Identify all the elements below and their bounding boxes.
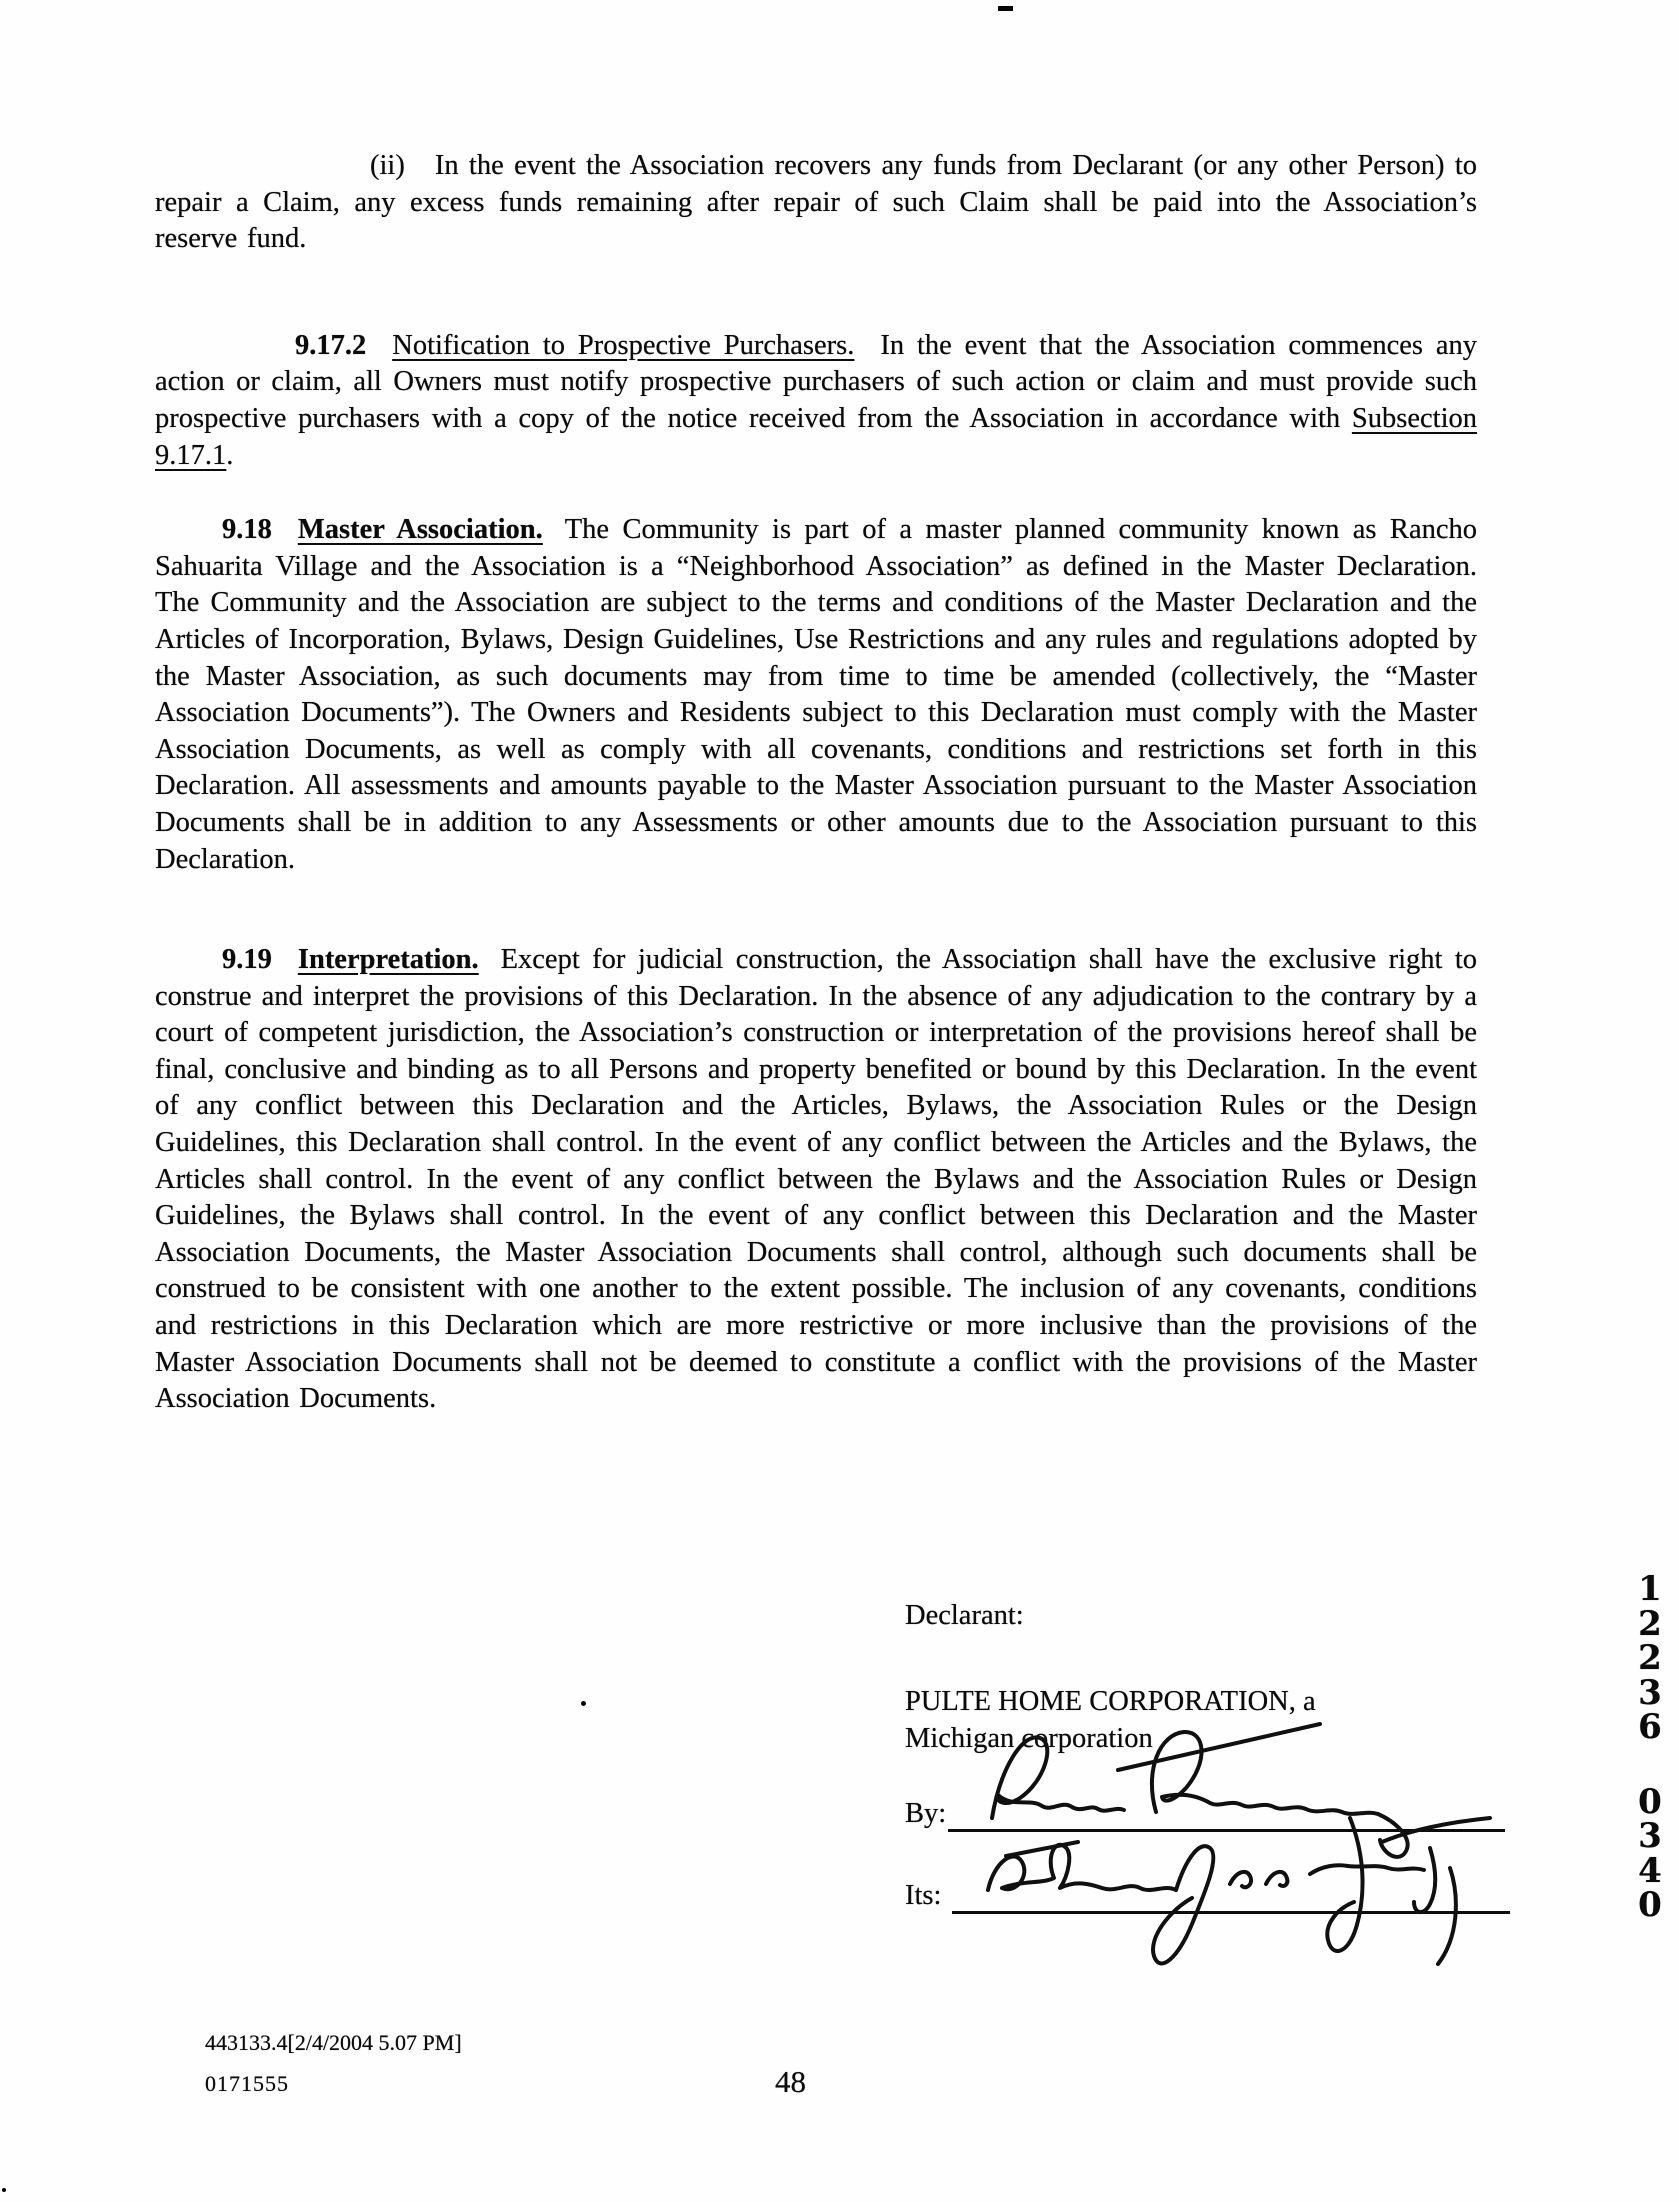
footer-document-number: 0171555 <box>205 2071 289 2096</box>
paragraph-ii <box>155 148 1477 258</box>
company-name-line: PULTE HOME CORPORATION, a <box>905 1686 1316 1717</box>
scan-artifact-dot <box>581 1701 586 1706</box>
footer-document-reference: 443133.4[2/4/2004 5.07 PM] <box>205 2030 462 2055</box>
paragraph-9-18-number: 9.18 <box>222 514 272 546</box>
paragraph-9-19-heading: Interpretation. <box>297 944 479 976</box>
paragraph-9-18 <box>155 512 1477 878</box>
stamp-digit: 1 <box>1638 1569 1662 1609</box>
document-body <box>155 148 1477 1418</box>
paragraph-9-17-2 <box>155 328 1477 474</box>
company-state-line: Michigan corporation <box>905 1723 1153 1754</box>
stamp-digit: 0 <box>1638 1781 1662 1822</box>
by-label: By: <box>905 1798 947 1829</box>
by-signature-line <box>948 1829 1505 1832</box>
its-signature-handwriting <box>930 1778 1530 2018</box>
paragraph-9-17-2-heading: Notification to Prospective Purchasers. <box>392 329 855 361</box>
stamp-digit: 2 <box>1638 1603 1662 1644</box>
paragraph-9-19-text: Except for judicial construction, the Association shall have the exclusive right to construe and interpret the provisions of this Declaration. In the absence of any adjudication to the contrary by a court of competent jurisdiction, the Association’s construction or interpretation of the provisions hereof shall be final, conclusive and binding as to all Persons and property benefited or bound by this Declaration. In the event of any conflict between this Declaration and the Articles, Bylaws, the Association Rules or the Design Guidelines, this Declaration shall control. In the event of any conflict between the Articles and the Bylaws, the Articles shall control. In the event of any conflict between the Bylaws and the Association Rules or Design Guidelines, the Bylaws shall control. In the event of any conflict between this Declaration and the Master Association Documents, the Master Association Documents shall control, although such documents shall be construed to be consistent with one another to the extent possible. The inclusion of any covenants, conditions and restrictions in this Declaration which are more restrictive or more inclusive than the provisions of the Master Association Documents shall not be deemed to constitute a conflict with the provisions of the Master Association Documents. <box>155 944 1477 1415</box>
declarant-label: Declarant: <box>905 1600 1024 1631</box>
its-signature-line <box>952 1911 1510 1914</box>
stamp-digit: 6 <box>1638 1707 1662 1747</box>
paragraph-9-18-heading: Master Association. <box>297 514 543 546</box>
scan-artifact-dash <box>998 6 1013 11</box>
stamp-digit: 4 <box>1638 1850 1662 1891</box>
its-label: Its: <box>905 1880 942 1911</box>
page-number: 48 <box>775 2064 806 2099</box>
recorder-stamp <box>1628 1569 1672 1925</box>
stamp-digit: 2 <box>1638 1638 1662 1678</box>
paragraph-9-19-number: 9.19 <box>222 944 272 976</box>
paragraph-ii-text: In the event the Association recovers any funds from Declarant (or any other Person) to repair a Claim, any excess funds remaining after repair of such Claim shall be paid into the Association’s reserve fund. <box>155 150 1477 255</box>
subsection-reference: Subsection 9.17.1 <box>155 402 1477 471</box>
paragraph-9-17-2-text: In the event that the Association commences any action or claim, all Owners must notify prospective purchasers of such action or claim and must provide such prospective purchasers with a copy of the notice received from the Association in accordance with <box>155 329 1477 434</box>
paragraph-9-18-text: The Community is part of a master planned community known as Rancho Sahuarita Village and the Association is a “Neighborhood Association” as defined in the Master Declaration. The Community and the Association are subject to the terms and conditions of the Master Declaration and the Articles of Incorporation, Bylaws, Design Guidelines, Use Restrictions and any rules and regulations adopted by the Master Association, as such documents may from time to time be amended (collectively, the “Master Association Documents”). The Owners and Residents subject to this Declaration must comply with the Master Association Documents, as well as comply with all covenants, conditions and restrictions set forth in this Declaration. All assessments and amounts payable to the Master Association pursuant to the Master Association Documents shall be in addition to any Assessments or other amounts due to the Association pursuant to this Declaration. <box>155 514 1477 875</box>
scan-artifact-dot <box>2 2188 6 2192</box>
paragraph-9-17-2-text-end: . <box>226 439 234 471</box>
paragraph-9-19 <box>155 942 1477 1418</box>
paragraph-ii-number: (ii) <box>370 150 405 181</box>
stamp-digit: 0 <box>1638 1885 1662 1925</box>
stamp-digit: 3 <box>1638 1672 1662 1713</box>
stamp-digit: 3 <box>1638 1816 1662 1856</box>
paragraph-9-17-2-number: 9.17.2 <box>295 329 367 361</box>
